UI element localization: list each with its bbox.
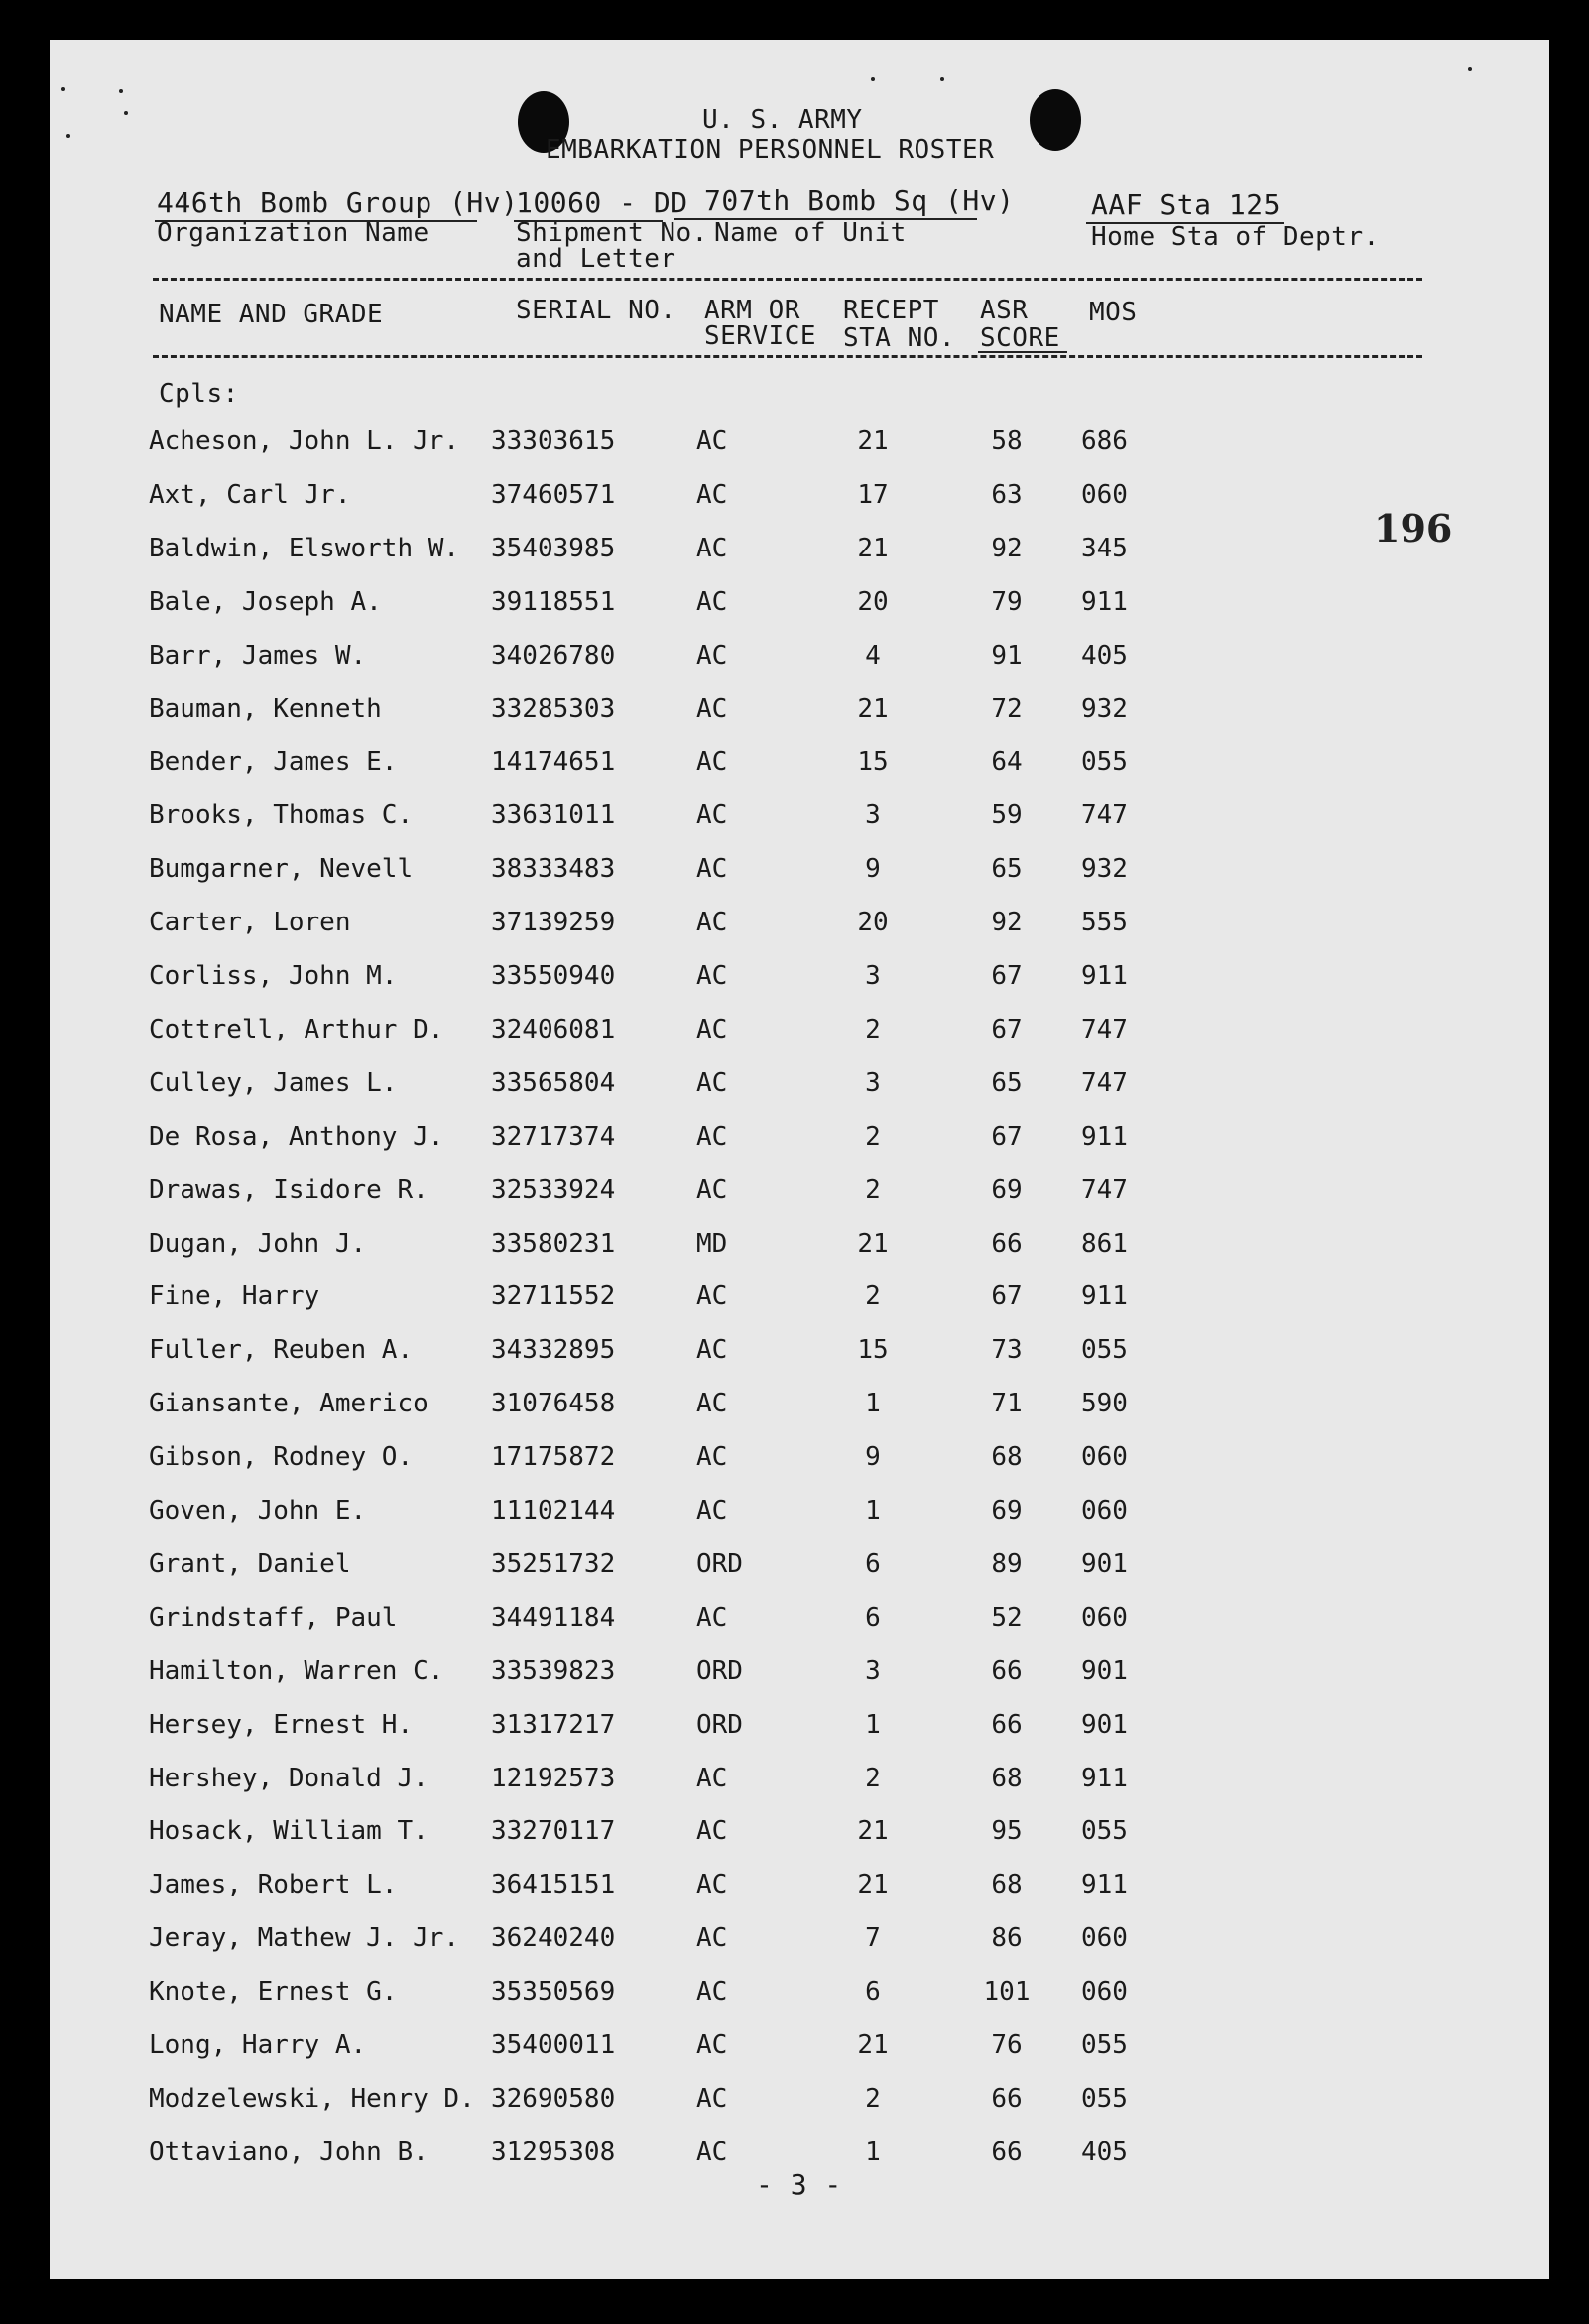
- cell-arm: AC: [696, 1764, 728, 1793]
- cell-name: Acheson, John L. Jr.: [149, 427, 460, 456]
- cell-arm: AC: [696, 2030, 728, 2060]
- table-row: [50, 1068, 1438, 1108]
- cell-mos: 055: [1081, 747, 1128, 777]
- cell-arm: AC: [696, 694, 728, 724]
- cell-serial: 35251732: [491, 1549, 616, 1579]
- cell-name: Goven, John E.: [149, 1496, 367, 1526]
- col-recept-2: STA NO.: [843, 323, 956, 353]
- cell-recept: 2: [865, 2084, 881, 2114]
- cell-recept: 15: [857, 1335, 889, 1365]
- cell-mos: 747: [1081, 1015, 1128, 1044]
- cell-serial: 34332895: [491, 1335, 616, 1365]
- cell-mos: 405: [1081, 641, 1128, 671]
- cell-arm: AC: [696, 1175, 728, 1205]
- cell-name: Gibson, Rodney O.: [149, 1442, 414, 1472]
- cell-asr: 89: [991, 1549, 1023, 1579]
- table-row: [50, 1764, 1438, 1803]
- cell-asr: 73: [991, 1335, 1023, 1365]
- paper-speck: [871, 77, 875, 81]
- cell-serial: 33565804: [491, 1068, 616, 1098]
- cell-recept: 9: [865, 854, 881, 884]
- cell-mos: 911: [1081, 1282, 1128, 1311]
- cell-serial: 36415151: [491, 1870, 616, 1899]
- table-row: [50, 1335, 1438, 1375]
- cell-arm: AC: [696, 800, 728, 830]
- cell-recept: 2: [865, 1764, 881, 1793]
- col-mos: MOS: [1089, 298, 1138, 327]
- cell-recept: 21: [857, 1816, 889, 1846]
- col-asr: ASR: [980, 296, 1029, 325]
- cell-asr: 63: [991, 480, 1023, 510]
- header-title: U. S. ARMY: [702, 105, 863, 135]
- cell-recept: 7: [865, 1923, 881, 1953]
- table-row: [50, 1175, 1438, 1215]
- cell-name: Carter, Loren: [149, 908, 351, 937]
- cell-arm: AC: [696, 1335, 728, 1365]
- cell-name: Grant, Daniel: [149, 1549, 351, 1579]
- cell-serial: 33285303: [491, 694, 616, 724]
- cell-arm: AC: [696, 534, 728, 563]
- cell-arm: AC: [696, 747, 728, 777]
- header-subtitle: EMBARKATION PERSONNEL ROSTER: [546, 135, 995, 165]
- cell-asr: 72: [991, 694, 1023, 724]
- table-row: [50, 2030, 1438, 2070]
- cell-asr: 66: [991, 1229, 1023, 1259]
- cell-arm: ORD: [696, 1656, 743, 1686]
- cell-serial: 12192573: [491, 1764, 616, 1793]
- table-row: [50, 1229, 1438, 1269]
- table-row: [50, 1442, 1438, 1482]
- cell-arm: AC: [696, 1389, 728, 1418]
- cell-recept: 1: [865, 1389, 881, 1418]
- cell-mos: 911: [1081, 587, 1128, 617]
- cell-arm: AC: [696, 1923, 728, 1953]
- table-row: [50, 694, 1438, 734]
- unit-value: 707th Bomb Sq (Hv): [704, 184, 1015, 217]
- cell-mos: 901: [1081, 1656, 1128, 1686]
- cell-asr: 68: [991, 1764, 1023, 1793]
- cell-asr: 71: [991, 1389, 1023, 1418]
- cell-name: Baldwin, Elsworth W.: [149, 534, 460, 563]
- cell-arm: AC: [696, 2084, 728, 2114]
- cell-arm: ORD: [696, 1710, 743, 1740]
- cell-arm: AC: [696, 1015, 728, 1044]
- cell-asr: 67: [991, 1122, 1023, 1152]
- shipment-label-2: and Letter: [516, 244, 676, 274]
- cell-asr: 65: [991, 1068, 1023, 1098]
- cell-recept: 17: [857, 480, 889, 510]
- cell-name: Modzelewski, Henry D.: [149, 2084, 475, 2114]
- cell-recept: 20: [857, 908, 889, 937]
- cell-serial: 33550940: [491, 961, 616, 991]
- cell-recept: 4: [865, 641, 881, 671]
- grade-label: Cpls:: [159, 379, 239, 409]
- table-row: [50, 1977, 1438, 2017]
- cell-arm: AC: [696, 1977, 728, 2007]
- table-row: [50, 1015, 1438, 1054]
- stamp-number: 196: [1374, 506, 1453, 550]
- cell-serial: 32711552: [491, 1282, 616, 1311]
- cell-name: Drawas, Isidore R.: [149, 1175, 428, 1205]
- cell-asr: 58: [991, 427, 1023, 456]
- table-row: [50, 1549, 1438, 1589]
- paper-speck: [66, 134, 70, 138]
- cell-recept: 21: [857, 427, 889, 456]
- paper-speck: [940, 77, 944, 81]
- table-row: [50, 1656, 1438, 1696]
- cell-serial: 34026780: [491, 641, 616, 671]
- cell-name: Brooks, Thomas C.: [149, 800, 414, 830]
- cell-recept: 2: [865, 1015, 881, 1044]
- cell-mos: 060: [1081, 1977, 1128, 2007]
- cell-arm: AC: [696, 1122, 728, 1152]
- cell-mos: 060: [1081, 1442, 1128, 1472]
- cell-serial: 33580231: [491, 1229, 616, 1259]
- cell-arm: AC: [696, 1068, 728, 1098]
- cell-recept: 21: [857, 1870, 889, 1899]
- cell-serial: 38333483: [491, 854, 616, 884]
- cell-name: Hamilton, Warren C.: [149, 1656, 444, 1686]
- cell-mos: 060: [1081, 1923, 1128, 1953]
- cell-serial: 35350569: [491, 1977, 616, 2007]
- table-row: [50, 534, 1438, 573]
- col-arm-2: SERVICE: [704, 321, 817, 351]
- cell-mos: 055: [1081, 2084, 1128, 2114]
- cell-asr: 69: [991, 1175, 1023, 1205]
- cell-arm: AC: [696, 1816, 728, 1846]
- cell-name: Ottaviano, John B.: [149, 2138, 428, 2167]
- cell-serial: 33539823: [491, 1656, 616, 1686]
- cell-arm: AC: [696, 961, 728, 991]
- station-label: Home Sta of Deptr.: [1091, 222, 1380, 252]
- cell-name: Bauman, Kenneth: [149, 694, 382, 724]
- table-row: [50, 2084, 1438, 2124]
- cell-name: Axt, Carl Jr.: [149, 480, 351, 510]
- cell-mos: 911: [1081, 961, 1128, 991]
- cell-serial: 17175872: [491, 1442, 616, 1472]
- cell-arm: AC: [696, 1603, 728, 1633]
- cell-mos: 405: [1081, 2138, 1128, 2167]
- table-row: [50, 961, 1438, 1001]
- cell-mos: 911: [1081, 1870, 1128, 1899]
- cell-mos: 747: [1081, 1068, 1128, 1098]
- cell-recept: 3: [865, 1068, 881, 1098]
- cell-serial: 32533924: [491, 1175, 616, 1205]
- cell-name: Hosack, William T.: [149, 1816, 428, 1846]
- cell-asr: 52: [991, 1603, 1023, 1633]
- cell-asr: 86: [991, 1923, 1023, 1953]
- col-asr-2: SCORE: [980, 323, 1060, 353]
- cell-recept: 21: [857, 2030, 889, 2060]
- cell-recept: 21: [857, 1229, 889, 1259]
- cell-mos: 932: [1081, 854, 1128, 884]
- col-serial: SERIAL NO.: [516, 296, 676, 325]
- cell-recept: 15: [857, 747, 889, 777]
- cell-recept: 3: [865, 800, 881, 830]
- cell-name: Bale, Joseph A.: [149, 587, 382, 617]
- cell-asr: 68: [991, 1442, 1023, 1472]
- cell-arm: AC: [696, 1870, 728, 1899]
- cell-name: Hersey, Ernest H.: [149, 1710, 414, 1740]
- shipment-value: 10060 - DD: [516, 186, 688, 219]
- table-row: [50, 1870, 1438, 1909]
- cell-serial: 39118551: [491, 587, 616, 617]
- cell-recept: 9: [865, 1442, 881, 1472]
- cell-asr: 91: [991, 641, 1023, 671]
- cell-serial: 37139259: [491, 908, 616, 937]
- table-row: [50, 427, 1438, 466]
- table-row: [50, 1816, 1438, 1856]
- cell-mos: 055: [1081, 1335, 1128, 1365]
- cell-asr: 68: [991, 1870, 1023, 1899]
- cell-recept: 2: [865, 1122, 881, 1152]
- page-number: - 3 -: [756, 2168, 842, 2201]
- cell-recept: 6: [865, 1603, 881, 1633]
- cell-recept: 2: [865, 1175, 881, 1205]
- cell-recept: 20: [857, 587, 889, 617]
- cell-asr: 66: [991, 2138, 1023, 2167]
- cell-mos: 901: [1081, 1710, 1128, 1740]
- shipment-label: Shipment No.: [516, 218, 708, 248]
- cell-arm: AC: [696, 641, 728, 671]
- cell-recept: 6: [865, 1977, 881, 2007]
- cell-name: Culley, James L.: [149, 1068, 398, 1098]
- paper-speck: [119, 89, 123, 93]
- cell-recept: 3: [865, 961, 881, 991]
- cell-asr: 101: [983, 1977, 1031, 2007]
- punch-hole-right: [1030, 89, 1081, 151]
- cell-asr: 64: [991, 747, 1023, 777]
- roster-page: [50, 40, 1549, 2279]
- cell-serial: 33303615: [491, 427, 616, 456]
- cell-serial: 36240240: [491, 1923, 616, 1953]
- cell-asr: 66: [991, 1710, 1023, 1740]
- cell-name: Dugan, John J.: [149, 1229, 367, 1259]
- cell-arm: AC: [696, 908, 728, 937]
- cell-name: Bumgarner, Nevell: [149, 854, 414, 884]
- cell-mos: 932: [1081, 694, 1128, 724]
- cell-arm: AC: [696, 480, 728, 510]
- cell-serial: 35400011: [491, 2030, 616, 2060]
- cell-asr: 76: [991, 2030, 1023, 2060]
- cell-recept: 3: [865, 1656, 881, 1686]
- cell-serial: 35403985: [491, 534, 616, 563]
- cell-asr: 67: [991, 1282, 1023, 1311]
- cell-mos: 055: [1081, 1816, 1128, 1846]
- cell-asr: 65: [991, 854, 1023, 884]
- cell-arm: AC: [696, 427, 728, 456]
- table-row: [50, 1122, 1438, 1162]
- cell-serial: 33270117: [491, 1816, 616, 1846]
- table-row: [50, 800, 1438, 840]
- cell-mos: 060: [1081, 1603, 1128, 1633]
- cell-asr: 79: [991, 587, 1023, 617]
- cell-name: De Rosa, Anthony J.: [149, 1122, 444, 1152]
- cell-name: Jeray, Mathew J. Jr.: [149, 1923, 460, 1953]
- cell-serial: 33631011: [491, 800, 616, 830]
- table-row: [50, 854, 1438, 894]
- table-row: [50, 587, 1438, 627]
- table-row: [50, 1603, 1438, 1643]
- cell-arm: AC: [696, 854, 728, 884]
- org-name-value: 446th Bomb Group (Hv): [157, 186, 519, 219]
- cell-arm: AC: [696, 2138, 728, 2167]
- cell-mos: 901: [1081, 1549, 1128, 1579]
- cell-serial: 31076458: [491, 1389, 616, 1418]
- cell-recept: 21: [857, 694, 889, 724]
- table-row: [50, 1282, 1438, 1321]
- org-name-label: Organization Name: [157, 218, 429, 248]
- cell-name: Bender, James E.: [149, 747, 398, 777]
- cell-asr: 66: [991, 2084, 1023, 2114]
- asr-underline: [978, 351, 1067, 353]
- cell-serial: 37460571: [491, 480, 616, 510]
- cell-mos: 686: [1081, 427, 1128, 456]
- cell-serial: 14174651: [491, 747, 616, 777]
- header-divider: [153, 278, 1422, 281]
- cell-arm: AC: [696, 1442, 728, 1472]
- cell-asr: 95: [991, 1816, 1023, 1846]
- unit-label: Name of Unit: [714, 218, 907, 248]
- cell-serial: 32406081: [491, 1015, 616, 1044]
- cell-mos: 861: [1081, 1229, 1128, 1259]
- cell-name: Hershey, Donald J.: [149, 1764, 428, 1793]
- cell-serial: 32717374: [491, 1122, 616, 1152]
- cell-serial: 34491184: [491, 1603, 616, 1633]
- cell-serial: 32690580: [491, 2084, 616, 2114]
- cell-recept: 2: [865, 1282, 881, 1311]
- cell-name: Barr, James W.: [149, 641, 367, 671]
- table-row: [50, 2138, 1438, 2177]
- cell-recept: 1: [865, 1496, 881, 1526]
- table-row: [50, 1923, 1438, 1963]
- table-row: [50, 641, 1438, 680]
- col-name-grade: NAME AND GRADE: [159, 300, 384, 329]
- cell-recept: 1: [865, 1710, 881, 1740]
- cell-arm: ORD: [696, 1549, 743, 1579]
- cell-asr: 66: [991, 1656, 1023, 1686]
- column-header-divider: [153, 355, 1422, 358]
- cell-name: Corliss, John M.: [149, 961, 398, 991]
- paper-speck: [61, 87, 65, 91]
- cell-arm: MD: [696, 1229, 728, 1259]
- cell-mos: 555: [1081, 908, 1128, 937]
- col-arm: ARM OR: [704, 296, 800, 325]
- cell-mos: 055: [1081, 2030, 1128, 2060]
- cell-mos: 747: [1081, 800, 1128, 830]
- cell-name: Grindstaff, Paul: [149, 1603, 398, 1633]
- cell-mos: 747: [1081, 1175, 1128, 1205]
- cell-recept: 21: [857, 534, 889, 563]
- table-row: [50, 1710, 1438, 1750]
- cell-name: Fine, Harry: [149, 1282, 320, 1311]
- station-value: AAF Sta 125: [1091, 188, 1281, 221]
- cell-arm: AC: [696, 587, 728, 617]
- cell-asr: 92: [991, 534, 1023, 563]
- cell-mos: 911: [1081, 1122, 1128, 1152]
- cell-name: James, Robert L.: [149, 1870, 398, 1899]
- table-row: [50, 908, 1438, 947]
- cell-name: Giansante, Americo: [149, 1389, 428, 1418]
- cell-arm: AC: [696, 1496, 728, 1526]
- cell-mos: 911: [1081, 1764, 1128, 1793]
- col-recept: RECEPT: [843, 296, 939, 325]
- cell-name: Cottrell, Arthur D.: [149, 1015, 444, 1044]
- cell-mos: 345: [1081, 534, 1128, 563]
- cell-asr: 59: [991, 800, 1023, 830]
- cell-mos: 060: [1081, 1496, 1128, 1526]
- table-row: [50, 1389, 1438, 1428]
- paper-speck: [1468, 67, 1472, 71]
- cell-asr: 69: [991, 1496, 1023, 1526]
- cell-recept: 1: [865, 2138, 881, 2167]
- cell-name: Fuller, Reuben A.: [149, 1335, 414, 1365]
- cell-mos: 590: [1081, 1389, 1128, 1418]
- cell-asr: 67: [991, 1015, 1023, 1044]
- table-row: [50, 480, 1438, 520]
- cell-name: Long, Harry A.: [149, 2030, 367, 2060]
- paper-speck: [124, 111, 128, 115]
- cell-name: Knote, Ernest G.: [149, 1977, 398, 2007]
- cell-mos: 060: [1081, 480, 1128, 510]
- table-row: [50, 1496, 1438, 1535]
- cell-serial: 31295308: [491, 2138, 616, 2167]
- cell-recept: 6: [865, 1549, 881, 1579]
- cell-serial: 31317217: [491, 1710, 616, 1740]
- cell-asr: 67: [991, 961, 1023, 991]
- cell-arm: AC: [696, 1282, 728, 1311]
- cell-serial: 11102144: [491, 1496, 616, 1526]
- table-row: [50, 747, 1438, 787]
- cell-asr: 92: [991, 908, 1023, 937]
